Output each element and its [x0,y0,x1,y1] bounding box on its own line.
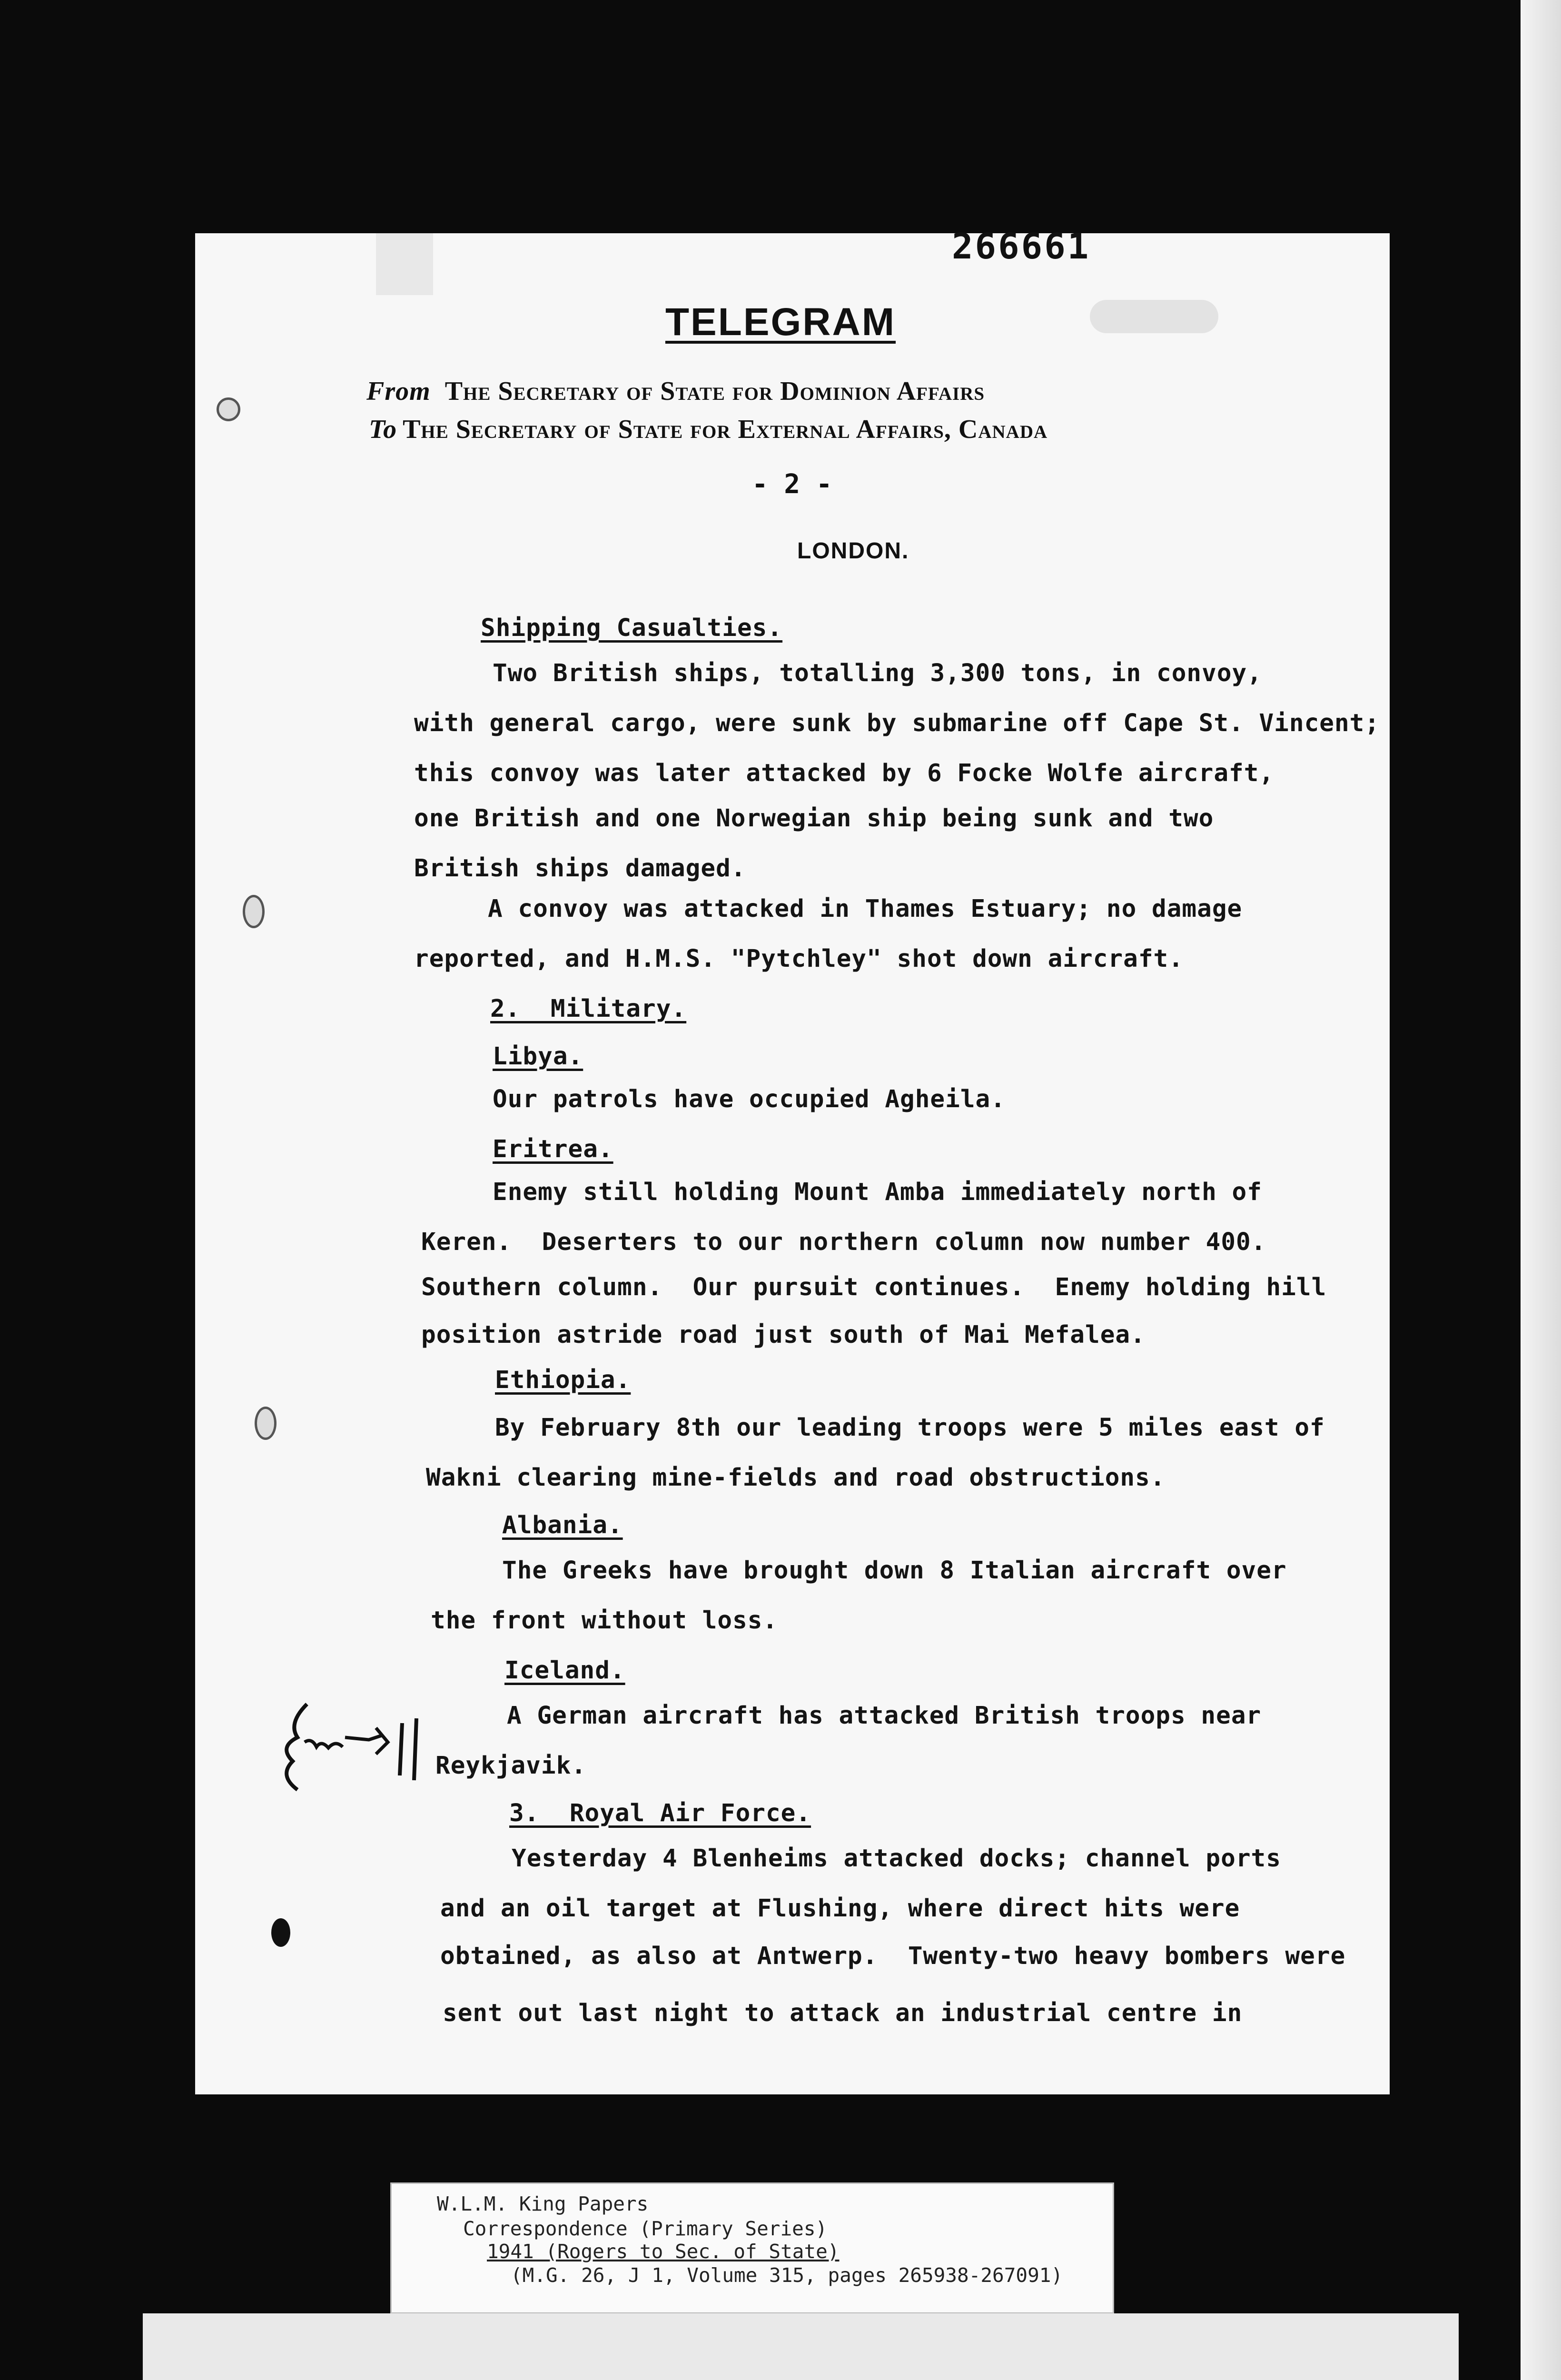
body-line: Two British ships, totalling 3,300 tons, in convoy, [493,659,1262,687]
body-line: obtained, as also at Antwerp. Twenty-two heavy bombers were [440,1942,1346,1970]
from-text: The Secretary of State for Dominion Affairs [445,377,985,406]
body-line: reported, and H.M.S. "Pytchley" shot down aircraft. [414,945,1184,973]
section-number-heading [490,995,686,1023]
caption-line: 1941 (Rogers to Sec. of State) [487,2240,840,2263]
subsection-heading: Ethiopia. [495,1366,631,1394]
document-title: TELEGRAM [665,300,896,344]
subsection-heading: Albania. [502,1511,623,1539]
from-label: From [366,377,431,406]
body-line: Reykjavik. [435,1752,587,1780]
torn-corner [376,233,433,295]
caption-line: (M.G. 26, J 1, Volume 315, pages 265938-267091) [511,2264,1063,2287]
subsection-heading: Eritrea. [493,1135,613,1163]
section-number-heading [509,1799,811,1827]
archive-caption [390,2182,1114,2314]
archives-banner [143,2313,1459,2380]
place-line: LONDON. [797,538,909,564]
body-line: and an oil target at Flushing, where direct hits were [440,1894,1240,1923]
from-line [366,376,985,407]
section-heading: Shipping Casualties. [481,614,783,642]
punch-hole [243,895,265,928]
subsection-heading: Iceland. [504,1656,625,1685]
page-number: - 2 - [752,469,832,500]
punch-hole [271,1918,290,1947]
body-line: the front without loss. [431,1606,778,1635]
body-line: with general cargo, were sunk by submarine off Cape St. Vincent; [414,709,1380,737]
caption-line: W.L.M. King Papers [437,2192,649,2215]
body-line: British ships damaged. [414,854,746,883]
body-line: Keren. Deserters to our northern column now number 400. [421,1228,1266,1256]
to-line [369,414,1047,445]
body-line: Southern column. Our pursuit continues. Enemy holding hill [421,1273,1327,1301]
body-line: A convoy was attacked in Thames Estuary; no damage [488,895,1243,923]
to-label: To [369,415,397,444]
body-line: this convoy was later attacked by 6 Focke Wolfe aircraft, [414,759,1274,787]
subsection-heading: Libya. [493,1042,583,1071]
section-heading: 3. Royal Air Force. [509,1799,811,1827]
body-line: one British and one Norwegian ship being sunk and two [414,804,1214,833]
body-line: Yesterday 4 Blenheims attacked docks; channel ports [512,1844,1281,1873]
section-heading: 2. Military. [490,995,687,1023]
body-line: A German aircraft has attacked British troops near [507,1702,1262,1730]
caption-line: Correspondence (Primary Series) [463,2217,828,2240]
body-line: The Greeks have brought down 8 Italian aircraft over [502,1557,1287,1585]
body-line: Enemy still holding Mount Amba immediately north of [493,1178,1262,1206]
body-line: Our patrols have occupied Agheila. [493,1085,1006,1113]
body-line: sent out last night to attack an industrial centre in [443,1999,1243,2027]
to-text: The Secretary of State for External Affairs, Canada [403,415,1048,444]
punch-hole [255,1407,277,1440]
body-line: By February 8th our leading troops were 5 miles east of [495,1414,1325,1442]
body-line: position astride road just south of Mai Mefalea. [421,1321,1146,1349]
handwritten-margin-note [259,1695,435,1804]
film-edge [1521,0,1561,2380]
body-line: Wakni clearing mine-fields and road obstructions. [426,1464,1166,1492]
punch-hole [217,397,240,421]
document-serial: 266661 [952,226,1091,267]
